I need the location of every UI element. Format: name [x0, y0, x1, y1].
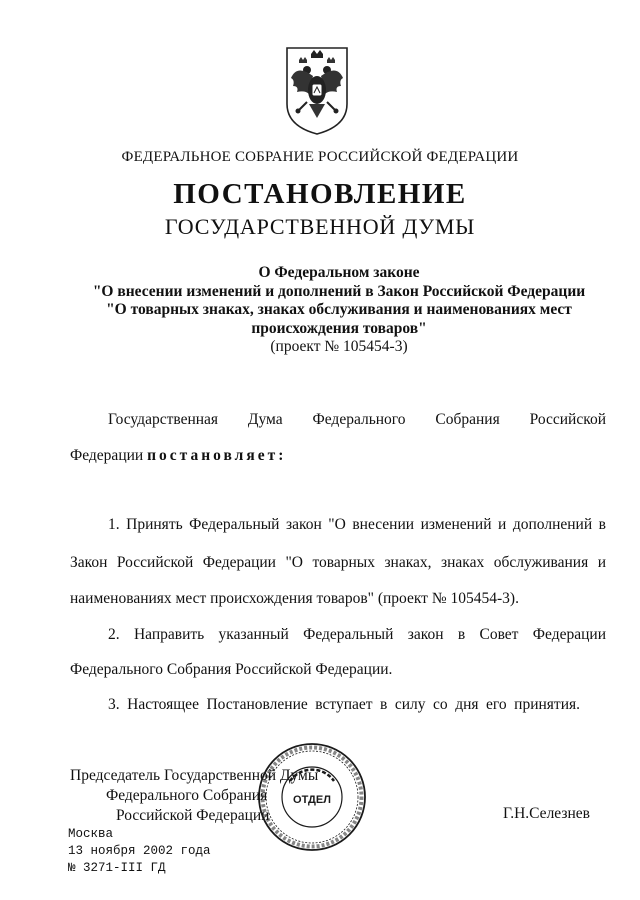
stamp-center-word: ОТДЕЛ	[293, 794, 331, 806]
resolves-word: постановляет:	[147, 447, 287, 464]
state-emblem-icon	[283, 44, 351, 136]
item-1-line: Закон Российской Федерации "О товарных знаках, знаках обслуживания и	[70, 554, 606, 571]
subject-line: происхождения товаров"	[251, 319, 427, 337]
project-number: (проект № 105454-3)	[270, 338, 408, 355]
preamble-line: Государственная Дума Федерального Собрания Российской	[108, 411, 606, 428]
subject-block	[40, 264, 638, 357]
subject-line: "О внесении изменений и дополнений в Закон Российской Федерации	[92, 282, 586, 300]
item-2-line: 2. Направить указанный Федеральный закон в Совет Федерации	[108, 626, 606, 643]
signatory-title-line: Российской Федерации	[116, 807, 270, 824]
item-3-line: 3. Настоящее Постановление вступает в силу со дня его принятия.	[108, 696, 580, 713]
official-stamp-icon	[256, 741, 368, 853]
item-2-line: Федерального Собрания Российской Федерации.	[70, 661, 393, 678]
document-number: № 3271-III ГД	[68, 861, 166, 875]
preamble-line	[70, 447, 286, 465]
preamble-text: Федерации	[70, 447, 148, 464]
subject-line: "О товарных знаках, знаках обслуживания и наименованиях мест	[106, 301, 572, 318]
document-footer	[68, 826, 211, 877]
date-of-signing: 13 ноября 2002 года	[68, 844, 211, 858]
organization-name: ФЕДЕРАЛЬНОЕ СОБРАНИЕ РОССИЙСКОЙ ФЕДЕРАЦИИ	[121, 149, 519, 165]
subject-line: О Федеральном законе	[258, 264, 420, 281]
document-issuer: ГОСУДАРСТВЕННОЙ ДУМЫ	[164, 214, 476, 239]
place-of-signing: Москва	[68, 827, 114, 841]
signatory-name: Г.Н.Селезнев	[503, 805, 590, 822]
signatory-title-line: Федерального Собрания	[106, 787, 268, 804]
signatory-title-line: Председатель Государственной Думы	[70, 767, 319, 784]
item-1-line: 1. Принять Федеральный закон "О внесении изменений и дополнений в	[108, 516, 606, 533]
document-type-title: ПОСТАНОВЛЕНИЕ	[173, 178, 467, 210]
item-1-line: наименованиях мест происхождения товаров" (проект № 105454-3).	[70, 590, 519, 607]
